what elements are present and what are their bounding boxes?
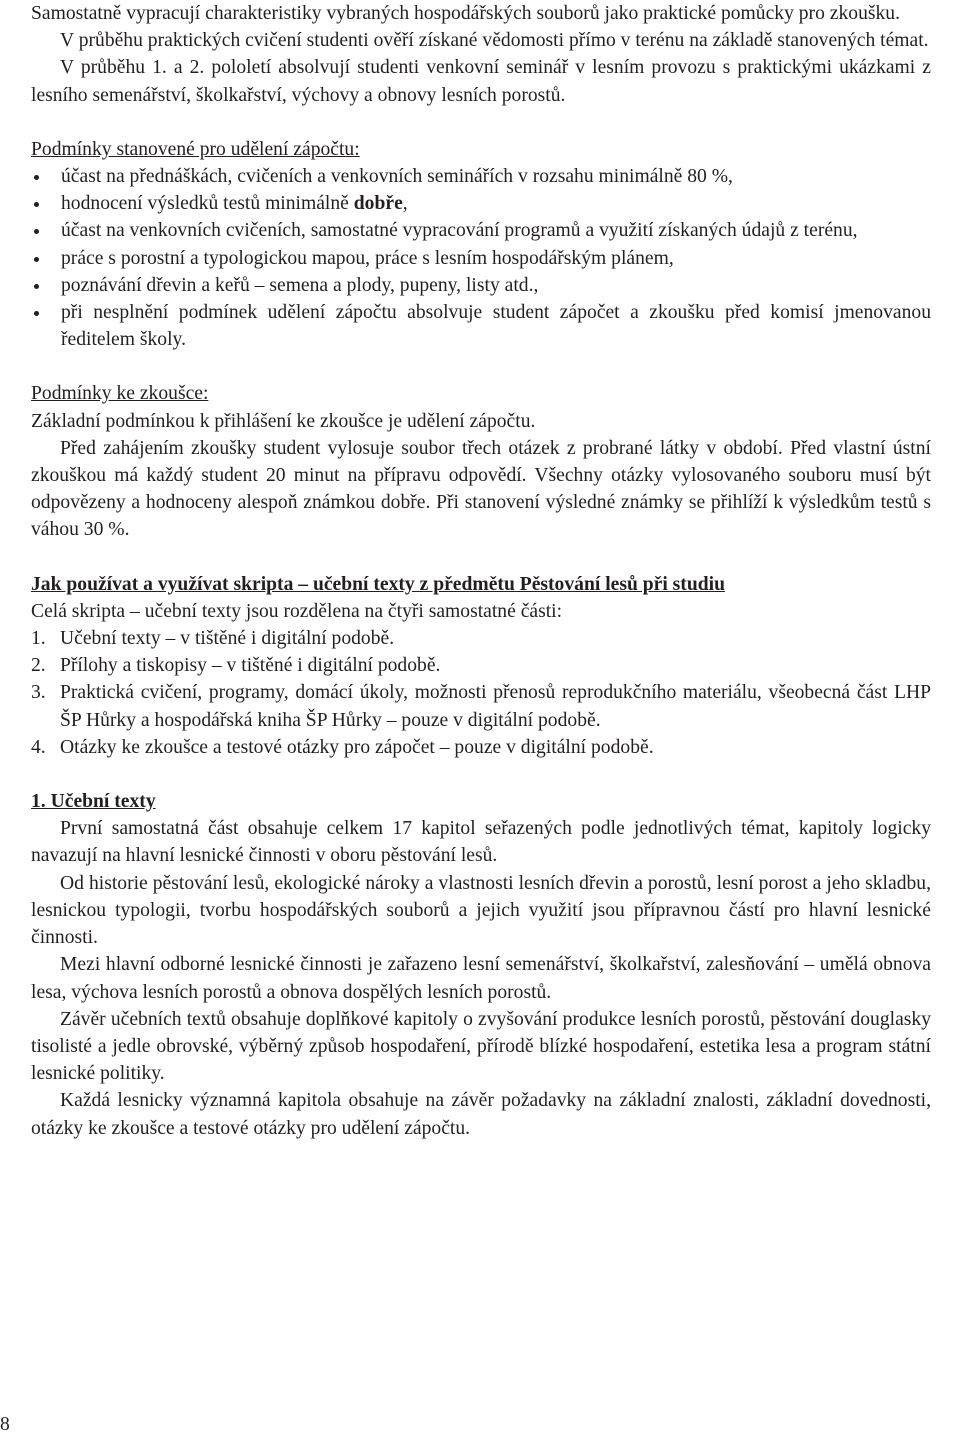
list-item (31, 217, 931, 244)
list-item-text: účast na venkovních cvičeních, samostatné vypracování programů a využití získaných údajů z terénu, (61, 220, 858, 242)
textbook-paragraph: Od historie pěstování lesů, ekologické nároky a vlastnosti lesních dřevin a porostů, lesní porost a jeho skladbu, lesnickou typologii, tvorbu hospodářských souborů a jejich využití jsou přípravnou částí pro hlavní lesnické činnosti. (31, 872, 931, 949)
intro-paragraph-1: Samostatně vypracují charakteristiky vybraných hospodářských souborů jako praktické pomůcky pro zkoušku. (31, 3, 900, 24)
bullet-icon (34, 284, 39, 289)
exam-heading-text: Podmínky ke zkoušce: (31, 383, 209, 405)
list-item-text: práce s porostní a typologickou mapou, práce s lesním hospodářským plánem, (61, 247, 674, 269)
bullet-icon (34, 202, 39, 207)
list-item-number: 3. (31, 682, 46, 704)
list-item-text: účast na přednáškách, cvičeních a venkovních seminářích v rozsahu minimálně 80 %, (61, 166, 733, 188)
list-item-text: , (402, 193, 408, 215)
list-item-text: hodnocení výsledků testů minimálně (61, 193, 354, 215)
intro-paragraph-3: V průběhu 1. a 2. pololetí absolvují studenti venkovní seminář v lesním provozu s praktickými ukázkami z lesního semenářství, školkařství, výchovy a obnovy lesních porostů. (31, 57, 931, 106)
page-number: 8 (0, 1414, 10, 1435)
exam-paragraph-2: Před zahájením zkoušky student vylosuje soubor třech otázek z probrané látky v období. Před vlastní ústní zkouškou má každý student 20 minut na přípravu odpovědí. Všechny otázky vylosovaného souboru musí být odpovězeny a hodnoceny alespoň známkou dobře. Při stanovení výsledné známky se přihlíží k výsledkům testů s váhou 30 %. (31, 437, 931, 541)
list-item (31, 245, 931, 272)
textbook-paragraph: Závěr učebních textů obsahuje doplňkové kapitoly o zvyšování produkce lesních porostů, pěstování douglasky tisolisté a jedle obrovské, výběrný způsob hospodaření, přírodě blízké hospodaření, estetika lesa a program státní lesnické politiky. (31, 1008, 931, 1085)
list-item-text: Praktická cvičení, programy, domácí úkoly, možnosti přenosů reprodukčního materiálu, všeobecná část LHP ŠP Hůrky a hospodářská kniha ŠP Hůrky – pouze v digitální podobě. (60, 682, 931, 731)
list-item-text: Učební texty – v tištěné i digitální podobě. (60, 628, 395, 650)
list-item (31, 734, 931, 761)
textbook-heading (31, 788, 931, 815)
bullet-icon (34, 311, 39, 316)
textbook-paragraph: Každá lesnicky významná kapitola obsahuje na závěr požadavky na základní znalosti, základní dovednosti, otázky ke zkoušce a testové otázky pro udělení zápočtu. (31, 1090, 931, 1139)
credit-conditions-list (31, 163, 931, 353)
list-item (31, 299, 931, 353)
list-item-text: při nesplnění podmínek udělení zápočtu absolvuje student zápočet a zkoušku před komisí jmenovanou ředitelem školy. (61, 302, 931, 351)
list-item-number: 4. (31, 736, 46, 758)
textbook-paragraph: Mezi hlavní odborné lesnické činnosti je zařazeno lesní semenářství, školkařství, zalesňování – umělá obnova lesa, výchova lesních porostů a obnova dospělých lesních porostů. (31, 954, 931, 1003)
bullet-icon (34, 229, 39, 234)
list-item (31, 679, 931, 733)
list-item (31, 272, 931, 299)
credit-heading (31, 136, 931, 163)
textbook-heading-text: 1. Učební texty (31, 791, 156, 813)
credit-heading-text: Podmínky stanovené pro udělení zápočtu: (31, 138, 360, 160)
list-item-bold-text: dobře (353, 193, 403, 215)
usage-heading-text: Jak používat a využívat skripta – učební texty z předmětu Pěstování lesů při studiu (31, 573, 725, 595)
list-item-number: 1. (31, 628, 46, 650)
list-item-text: Přílohy a tiskopisy – v tištěné i digitální podobě. (60, 655, 441, 677)
list-item-number: 2. (31, 655, 46, 677)
bullet-icon (34, 175, 39, 180)
textbook-paragraph: První samostatná část obsahuje celkem 17 kapitol seřazených podle jednotlivých témat, kapitoly logicky navazují na hlavní lesnické činnosti v oboru pěstování lesů. (31, 818, 931, 867)
list-item-text: poznávání dřevin a keřů – semena a plody, pupeny, listy atd., (61, 274, 539, 296)
exam-paragraph-1: Základní podmínkou k přihlášení ke zkoušce je udělení zápočtu. (31, 410, 536, 432)
list-item (31, 190, 931, 217)
list-item (31, 652, 931, 679)
body-text (31, 0, 931, 1142)
list-item-text: Otázky ke zkoušce a testové otázky pro zápočet – pouze v digitální podobě. (60, 736, 654, 758)
usage-parts-list (31, 625, 931, 761)
usage-heading (31, 571, 931, 598)
usage-intro: Celá skripta – učební texty jsou rozdělena na čtyři samostatné části: (31, 600, 563, 622)
exam-heading (31, 380, 931, 407)
intro-paragraph-2: V průběhu praktických cvičení studenti ověří získané vědomosti přímo v terénu na základě stanovených témat. (60, 30, 929, 52)
list-item (31, 163, 931, 190)
bullet-icon (34, 257, 39, 262)
list-item (31, 625, 931, 652)
